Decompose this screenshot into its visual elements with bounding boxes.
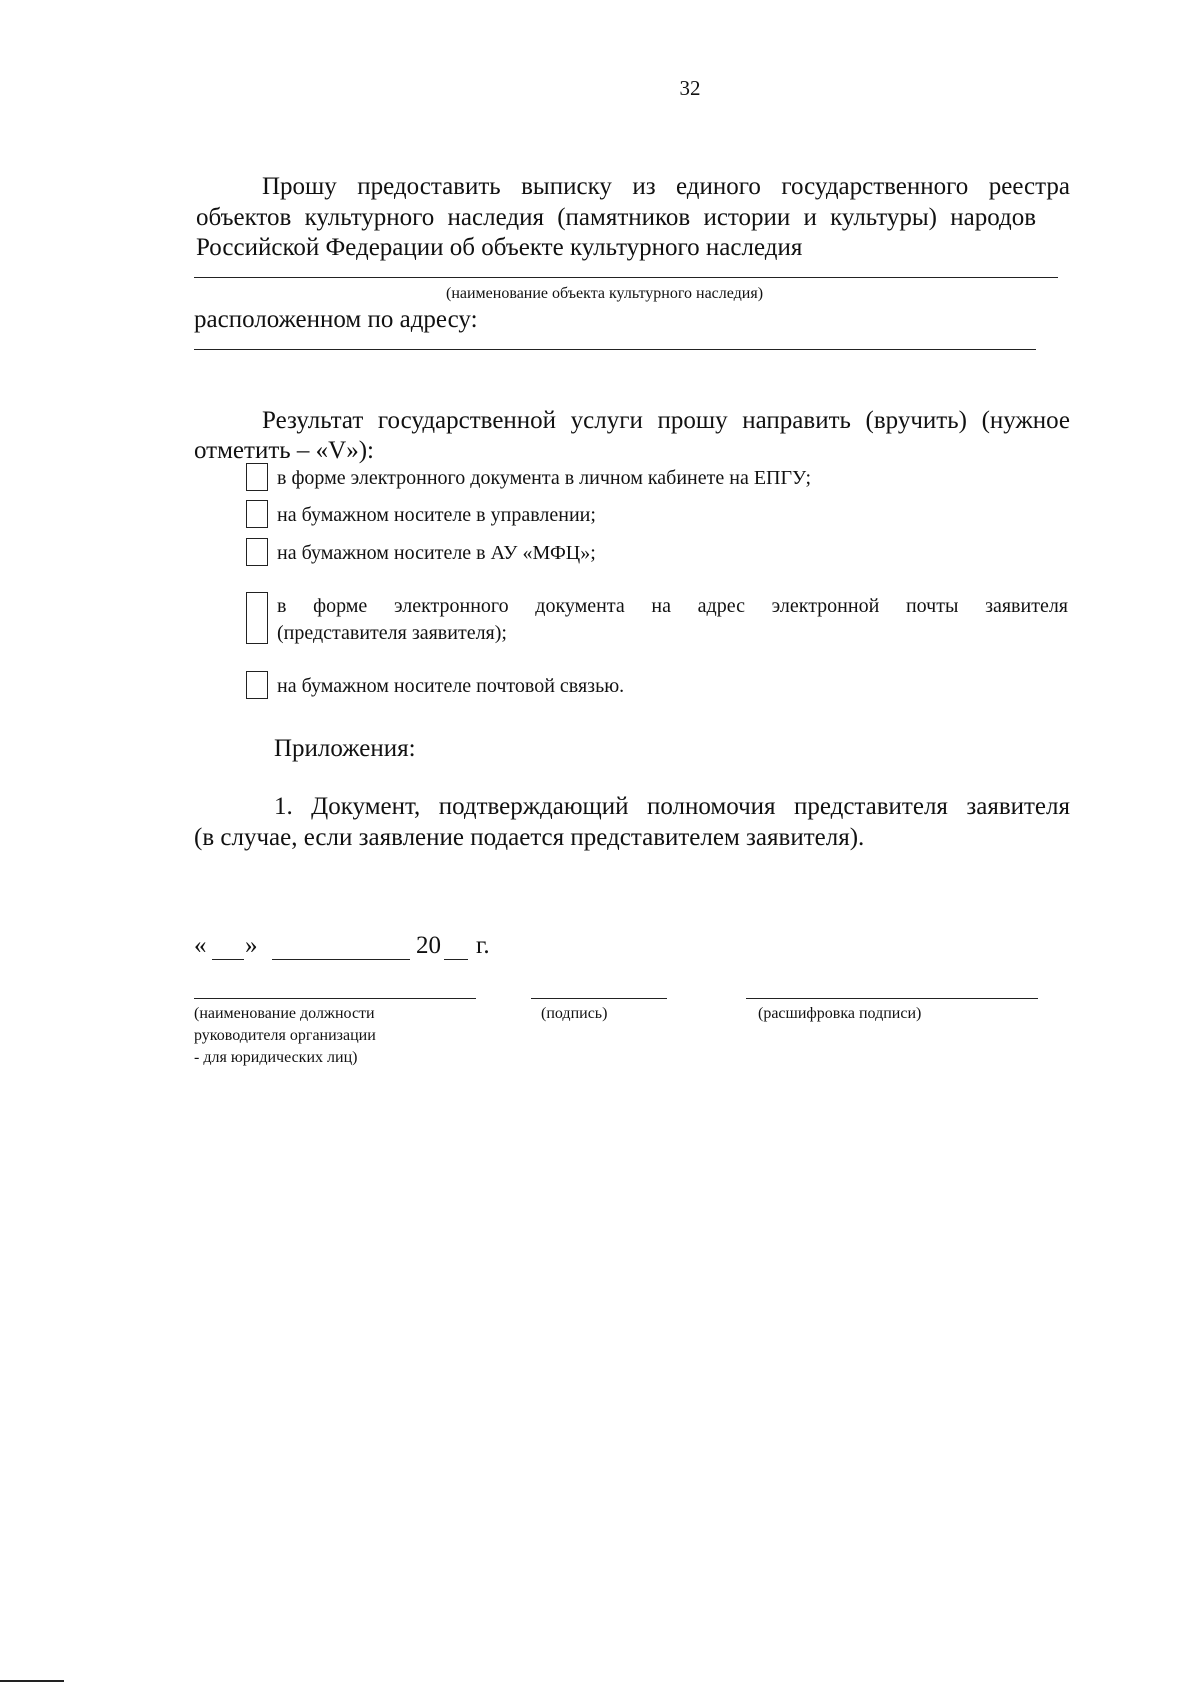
- checkbox-email[interactable]: [246, 592, 268, 644]
- scan-edge-mark: [0, 1680, 64, 1682]
- signature-field[interactable]: [531, 998, 667, 999]
- checkbox-epgu[interactable]: [246, 463, 268, 491]
- signature-decoding-caption: (расшифровка подписи): [758, 1005, 922, 1022]
- signature-caption: (подпись): [541, 1005, 608, 1022]
- date-close-quote: »: [245, 932, 258, 959]
- object-name-field[interactable]: [194, 277, 1058, 278]
- option-department-label: на бумажном носителе в управлении;: [277, 504, 596, 526]
- position-caption-1: (наименование должности: [194, 1005, 375, 1022]
- date-open-quote: «: [194, 932, 207, 959]
- checkbox-mfc[interactable]: [246, 538, 268, 566]
- option-email-label-2: (представителя заявителя);: [277, 622, 507, 644]
- request-line-3: Российской Федерации об объекте культурного наследия: [196, 234, 803, 261]
- page-number: 32: [679, 76, 701, 100]
- checkbox-department[interactable]: [246, 500, 268, 528]
- object-name-caption: (наименование объекта культурного наследия): [446, 285, 764, 302]
- result-line-2: отметить – «V»):: [194, 437, 374, 464]
- position-caption-3: - для юридических лиц): [194, 1049, 358, 1066]
- address-field[interactable]: [194, 349, 1036, 350]
- position-caption-2: руководителя организации: [194, 1027, 376, 1044]
- option-post-label: на бумажном носителе почтовой связью.: [277, 675, 625, 697]
- address-label: расположенном по адресу:: [194, 306, 478, 333]
- checkbox-post[interactable]: [246, 671, 268, 699]
- request-line-1: Прошу предоставить выписку из единого государственного реестра: [262, 173, 1070, 200]
- signature-decoding-field[interactable]: [746, 998, 1038, 999]
- date-year-prefix: 20: [416, 932, 441, 959]
- date-year-field[interactable]: [444, 959, 468, 960]
- date-month-field[interactable]: [272, 959, 410, 960]
- attachment-1-line-1: 1. Документ, подтверждающий полномочия представителя заявителя: [274, 793, 1070, 820]
- position-field[interactable]: [194, 998, 476, 999]
- request-line-2: объектов культурного наследия (памятников истории и культуры) народов: [196, 204, 1036, 231]
- option-epgu-label: в форме электронного документа в личном кабинете на ЕПГУ;: [277, 467, 811, 489]
- option-email-label-1: в форме электронного документа на адрес электронной почты заявителя: [277, 595, 1068, 617]
- attachment-1-line-2: (в случае, если заявление подается представителем заявителя).: [194, 824, 865, 851]
- option-mfc-label: на бумажном носителе в АУ «МФЦ»;: [277, 542, 596, 564]
- date-year-suffix: г.: [476, 932, 490, 959]
- attachments-title: Приложения:: [274, 735, 416, 762]
- date-day-field[interactable]: [212, 959, 244, 960]
- result-line-1: Результат государственной услуги прошу направить (вручить) (нужное: [262, 407, 1070, 434]
